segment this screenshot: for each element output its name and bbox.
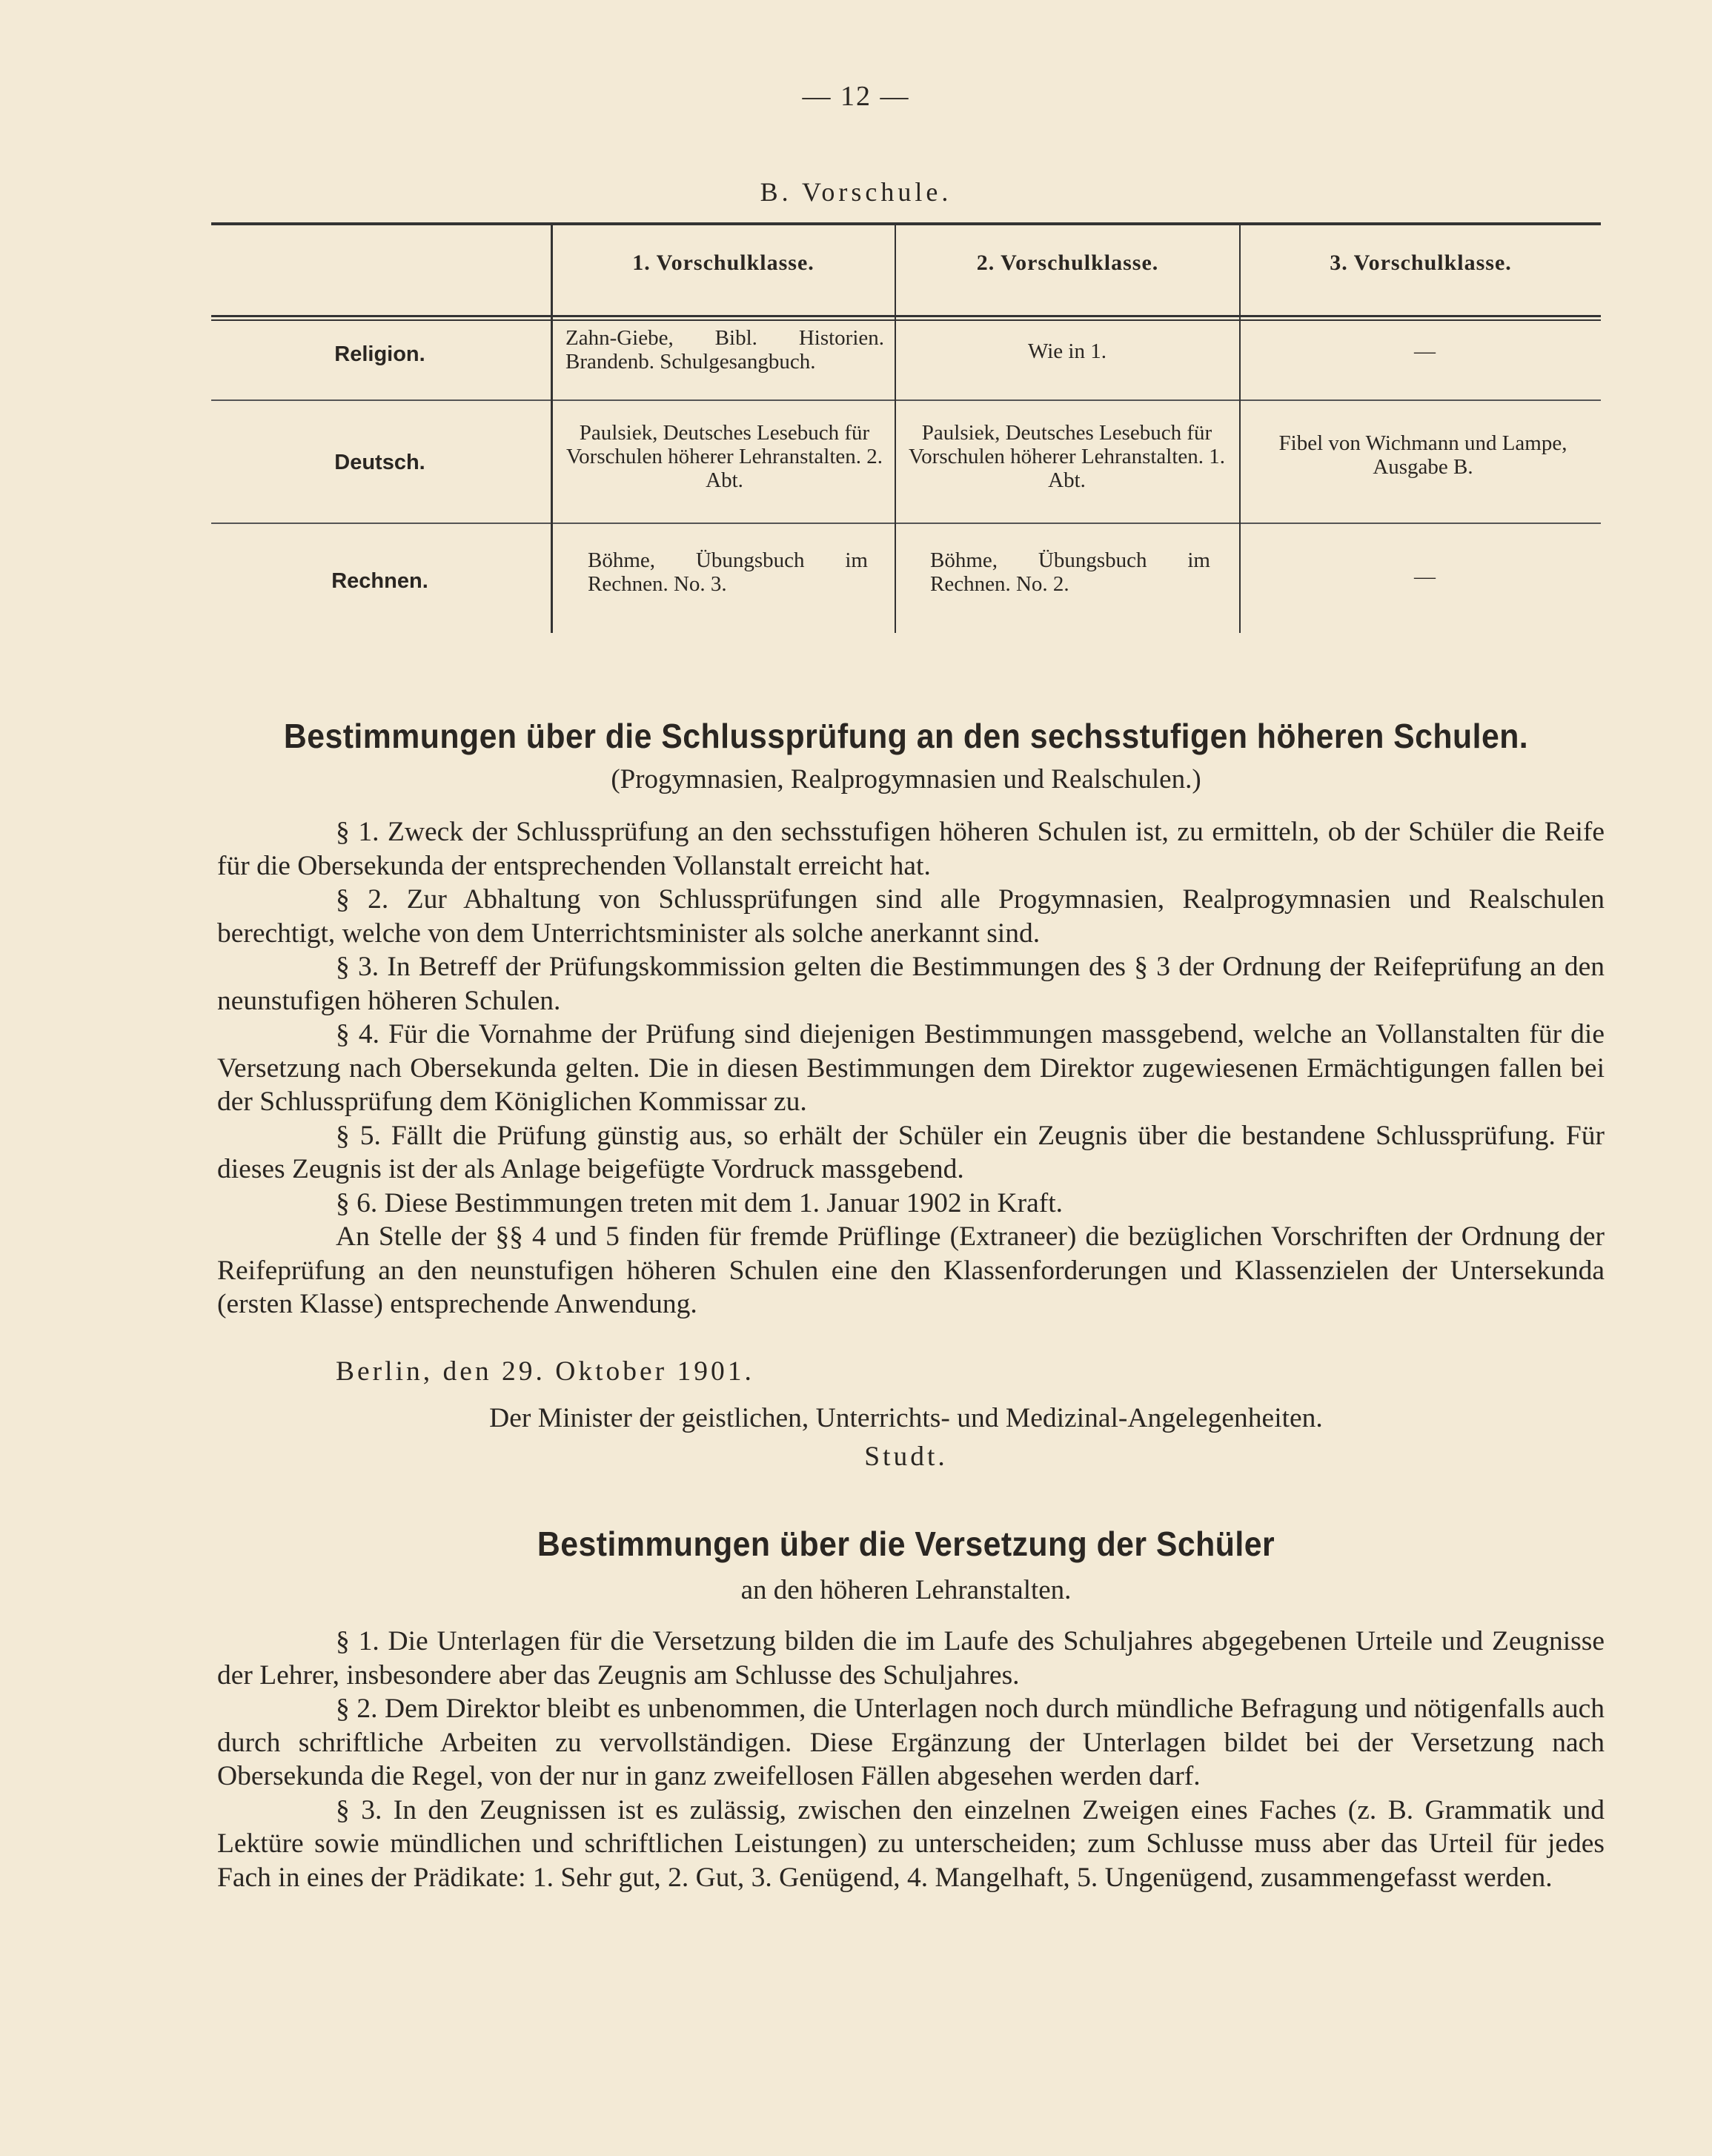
place-date <box>217 1355 1605 1389</box>
row-divider <box>211 523 1601 524</box>
paragraph: § 3. In Betreff der Prüfungskommission gelten die Bestimmungen des § 3 der Ordnung der Reifeprüfung an den neunstufigen höheren Schulen. <box>217 952 1605 1016</box>
table-cell: — <box>1414 565 1436 588</box>
row-label-deutsch: Deutsch. <box>334 451 425 474</box>
table-cell: Böhme, Übungsbuch im Rechnen. No. 3. <box>588 548 868 596</box>
column-header: 3. Vorschulklasse. <box>1330 251 1512 275</box>
section-title: B. Vorschule. <box>760 177 952 207</box>
paragraph: § 4. Für die Vornahme der Prüfung sind diejenigen Bestimmungen massgebend, welche an Vollanstalten für die Versetzung nach Obersekunda gelten. Die in diesen Bestimmungen dem Direktor zugewiesenen Ermächtigungen fallen bei der Schlussprüfung dem Königlichen Kommissar zu. <box>217 1019 1605 1117</box>
paragraph: § 5. Fällt die Prüfung günstig aus, so erhält der Schüler ein Zeugnis über die bestandene Schlussprüfung. Für dieses Zeugnis ist der als Anlage beigefügte Vordruck massgebend. <box>217 1120 1605 1184</box>
page-number: — 12 — <box>802 81 910 112</box>
row-label-religion: Religion. <box>334 342 425 366</box>
table-cell: — <box>1414 339 1436 363</box>
paragraph: § 1. Zweck der Schlussprüfung an den sechsstufigen höheren Schulen ist, zu ermitteln, ob der Schüler die Reife für die Obersekunda der entsprechenden Vollanstalt erreicht hat. <box>217 817 1605 881</box>
paragraph: An Stelle der §§ 4 und 5 finden für fremde Prüflinge (Extraneer) die bezüglichen Vorschriften der Ordnung der Reifeprüfung an den neunstufigen höheren Schulen eine den Klassenforderungen und Klassenzielen der Untersekunda (ersten Klasse) entsprechende Anwendung. <box>217 1221 1605 1319</box>
section1-headline: Bestimmungen über die Schlussprüfung an den sechsstufigen höheren Schulen. <box>283 717 1529 755</box>
column-header: 2. Vorschulklasse. <box>976 251 1159 275</box>
table-cell: Wie in 1. <box>1028 339 1107 363</box>
section1-subheadline: (Progymnasien, Realprogymnasien und Realschulen.) <box>611 764 1201 795</box>
section1-body <box>217 815 1605 1321</box>
paragraph: § 1. Die Unterlagen für die Versetzung bilden die im Laufe des Schuljahres abgegebenen Urteile und Zeugnisse der Lehrer, insbesondere aber das Zeugnis am Schlusse des Schuljahres. <box>217 1626 1605 1691</box>
table-cell: Böhme, Übungsbuch im Rechnen. No. 2. <box>930 548 1210 596</box>
column-divider <box>895 225 896 633</box>
row-label-rechnen: Rechnen. <box>331 569 428 593</box>
table-cell: Paulsiek, Deutsches Lesebuch für Vorschulen höherer Lehranstalten. 1. Abt. <box>908 421 1226 492</box>
table-cell: Fibel von Wichmann und Lampe, Ausgabe B. <box>1278 431 1567 479</box>
row-divider <box>211 399 1601 401</box>
table-cell: Zahn-Giebe, Bibl. Historien. Brandenb. Schulgesangbuch. <box>565 326 884 374</box>
paragraph: § 2. Zur Abhaltung von Schlussprüfungen sind alle Progymnasien, Realprogymnasien und Realschulen berechtigt, welche von dem Unterrichtsminister als solche anerkannt sind. <box>217 884 1605 949</box>
paragraph: § 6. Diese Bestimmungen treten mit dem 1. Januar 1902 in Kraft. <box>336 1187 1064 1218</box>
table-top-rule <box>211 222 1601 225</box>
column-divider <box>1239 225 1241 633</box>
paragraph: § 3. In den Zeugnissen ist es zulässig, zwischen den einzelnen Zweigen eines Faches (z. B. Grammatik und Lektüre sowie mündlichen und schriftlichen Leistungen) zu unterscheiden; zum Schlusse muss aber das Urteil für jedes Fach in eines der Prädikate: 1. Sehr gut, 2. Gut, 3. Genügend, 4. Mangelhaft, 5. Ungenügend, zusammengefasst werden. <box>217 1794 1605 1893</box>
header-bottom-rule-2 <box>211 319 1601 321</box>
signature: Studt. <box>864 1442 948 1472</box>
column-divider <box>551 225 553 633</box>
minister-title: Der Minister der geistlichen, Unterrichts- und Medizinal-Angelegenheiten. <box>489 1403 1323 1433</box>
place-date-text: Berlin, den 29. Oktober 1901. <box>336 1356 754 1387</box>
section2-subheadline: an den höheren Lehranstalten. <box>740 1575 1072 1605</box>
column-header: 1. Vorschulklasse. <box>632 251 814 275</box>
paragraph: § 2. Dem Direktor bleibt es unbenommen, die Unterlagen noch durch mündliche Befragung und nötigenfalls auch durch schriftliche Arbeiten zu vervollständigen. Diese Ergänzung der Unterlagen bildet bei der Versetzung nach Obersekunda die Regel, von der nur in ganz zweifellosen Fällen abgesehen werden darf. <box>217 1694 1605 1791</box>
section2-body <box>217 1625 1605 1894</box>
header-bottom-rule <box>211 315 1601 317</box>
vorschule-table <box>211 222 1601 637</box>
section2-headline: Bestimmungen über die Versetzung der Schüler <box>537 1525 1275 1563</box>
table-cell: Paulsiek, Deutsches Lesebuch für Vorschulen höherer Lehranstalten. 2. Abt. <box>565 421 883 492</box>
